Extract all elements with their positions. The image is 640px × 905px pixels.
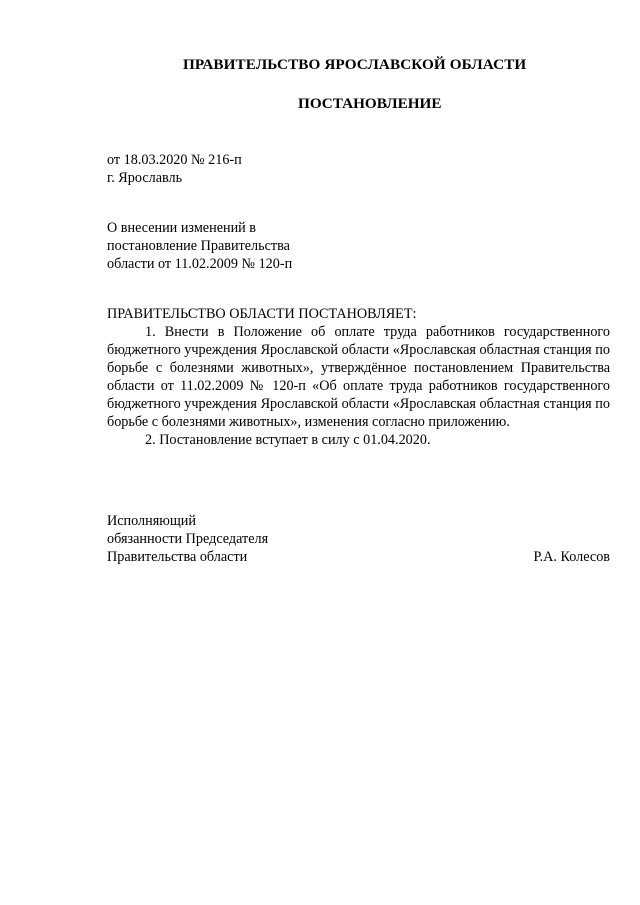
document-date-number: от 18.03.2020 № 216-п [107,152,242,168]
signer-position-line: Исполняющий [107,513,196,529]
signer-position-line: обязанности Председателя [107,531,269,547]
signature-row [107,548,610,566]
subject-line: области от 11.02.2009 № 120-п [107,256,293,272]
document-city: г. Ярославль [107,170,183,186]
organization-title: ПРАВИТЕЛЬСТВО ЯРОСЛАВСКОЙ ОБЛАСТИ [183,56,527,73]
signer-name: Р.А. Колесов [533,549,610,565]
document-body [107,305,610,449]
decree-heading: ПРАВИТЕЛЬСТВО ОБЛАСТИ ПОСТАНОВЛЯЕТ: [107,306,417,322]
document-type-title: ПОСТАНОВЛЕНИЕ [298,95,442,112]
subject-line: О внесении изменений в [107,220,257,236]
body-paragraph: 1. Внести в Положение об оплате труда работников государственного бюджетного учреждения Ярославской области «Ярославская областная станция по борьбе с болезнями животных», утверждённое постановлением Правительства области от 11.02.2009 № 120-п «Об оплате труда работников государственного бюджетного учреждения Ярославской области «Ярославская областная станция по борьбе с болезнями животных», изменения согласно приложению. [107,324,610,430]
signer-position-line: Правительства области [107,549,248,565]
subject-line: постановление Правительства [107,238,290,254]
document-subject [107,219,292,273]
body-paragraph: 2. Постановление вступает в силу с 01.04.2020. [145,432,431,448]
signature-block [107,512,610,566]
